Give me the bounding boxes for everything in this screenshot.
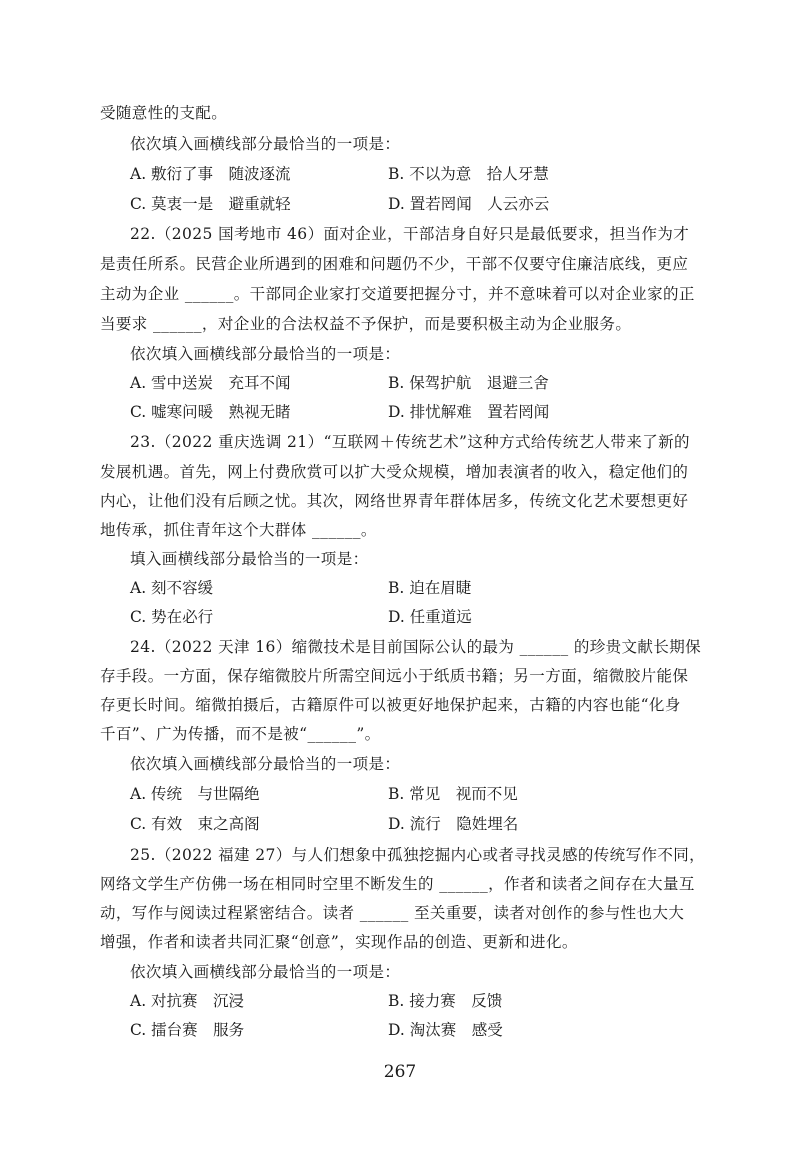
q24-option-d: D. 流行 隐姓埋名 [388, 815, 519, 833]
q24-line-3: 存更长时间。缩微拍摄后，古籍原件可以被更好地保护起来，古籍的内容也能“化身 [100, 696, 681, 714]
q23-line-4: 地传承，抓住青年这个大群体 ______。 [100, 521, 377, 539]
q25-line-3: 动，写作与阅读过程紧密结合。读者 ______ 至关重要，读者对创作的参与性也大大 [100, 904, 685, 922]
q23-line-2: 发展机遇。首先，网上付费欣赏可以扩大受众规模，增加表演者的收入，稳定他们的 [100, 463, 689, 481]
q21-option-a: A. 敷衍了事 随波逐流 [130, 165, 291, 183]
q23-prompt: 填入画横线部分最恰当的一项是： [130, 550, 369, 568]
q22-option-a: A. 雪中送炭 充耳不闻 [130, 374, 291, 392]
page-number: 267 [383, 1062, 417, 1082]
q23-option-b: B. 迫在眉睫 [388, 579, 472, 597]
q25-prompt: 依次填入画横线部分最恰当的一项是： [130, 963, 401, 981]
q22-prompt: 依次填入画横线部分最恰当的一项是： [130, 345, 401, 363]
q22-line-4: 当要求 ______，对企业的合法权益不予保护，而是要积极主动为企业服务。 [100, 315, 632, 333]
q25-option-c: C. 擂台赛 服务 [130, 1021, 245, 1039]
q23-option-d: D. 任重道远 [388, 608, 472, 626]
q21-option-b: B. 不以为意 拾人牙慧 [388, 165, 549, 183]
q25-option-d: D. 淘汰赛 感受 [388, 1021, 503, 1039]
q23-option-c: C. 势在必行 [130, 608, 214, 626]
q22-line-3: 主动为企业 ______。干部同企业家打交道要把握分寸，并不意味着可以对企业家的正 [100, 285, 695, 303]
q22-option-d: D. 排忧解难 置若罔闻 [388, 403, 550, 421]
q23-line-1: 23.（2022 重庆选调 21）“互联网＋传统艺术”这种方式给传统艺人带来了新的 [130, 433, 690, 451]
q25-option-a: A. 对抗赛 沉浸 [130, 992, 245, 1010]
q22-option-c: C. 嘘寒问暖 熟视无睹 [130, 403, 291, 421]
q22-option-b: B. 保驾护航 退避三舍 [388, 374, 549, 392]
q24-option-a: A. 传统 与世隔绝 [130, 785, 260, 803]
q25-line-2: 网络文学生产仿佛一场在相同时空里不断发生的 ______，作者和读者之间存在大量互 [100, 875, 695, 893]
q24-option-c: C. 有效 束之高阁 [130, 815, 260, 833]
q24-line-1: 24.（2022 天津 16）缩微技术是目前国际公认的最为 ______ 的珍贵文献长期保 [130, 638, 702, 656]
q25-line-1: 25.（2022 福建 27）与人们想象中孤独挖掘内心或者寻找灵感的传统写作不同， [130, 846, 706, 864]
q24-prompt: 依次填入画横线部分最恰当的一项是： [130, 755, 401, 773]
q24-option-b: B. 常见 视而不见 [388, 785, 518, 803]
q21-option-d: D. 置若罔闻 人云亦云 [388, 195, 550, 213]
q24-line-4: 千百”、广为传播，而不是被“______”。 [100, 725, 381, 743]
intro-line: 受随意性的支配。 [100, 104, 228, 122]
q21-prompt: 依次填入画横线部分最恰当的一项是： [130, 135, 401, 153]
q25-line-4: 增强，作者和读者共同汇聚“创意”，实现作品的创造、更新和进化。 [100, 933, 578, 951]
q22-line-2: 是责任所系。民营企业所遇到的困难和问题仍不少，干部不仅要守住廉洁底线，更应 [100, 255, 689, 273]
q25-option-b: B. 接力赛 反馈 [388, 992, 503, 1010]
q23-option-a: A. 刻不容缓 [130, 579, 214, 597]
q22-line-1: 22.（2025 国考地市 46）面对企业，干部洁身自好只是最低要求，担当作为才 [130, 225, 690, 243]
q23-line-3: 内心，让他们没有后顾之忧。其次，网络世界青年群体居多，传统文化艺术要想更好 [100, 492, 689, 510]
q21-option-c: C. 莫衷一是 避重就轻 [130, 195, 291, 213]
q24-line-2: 存手段。一方面，保存缩微胶片所需空间远小于纸质书籍；另一方面，缩微胶片能保 [100, 667, 689, 685]
